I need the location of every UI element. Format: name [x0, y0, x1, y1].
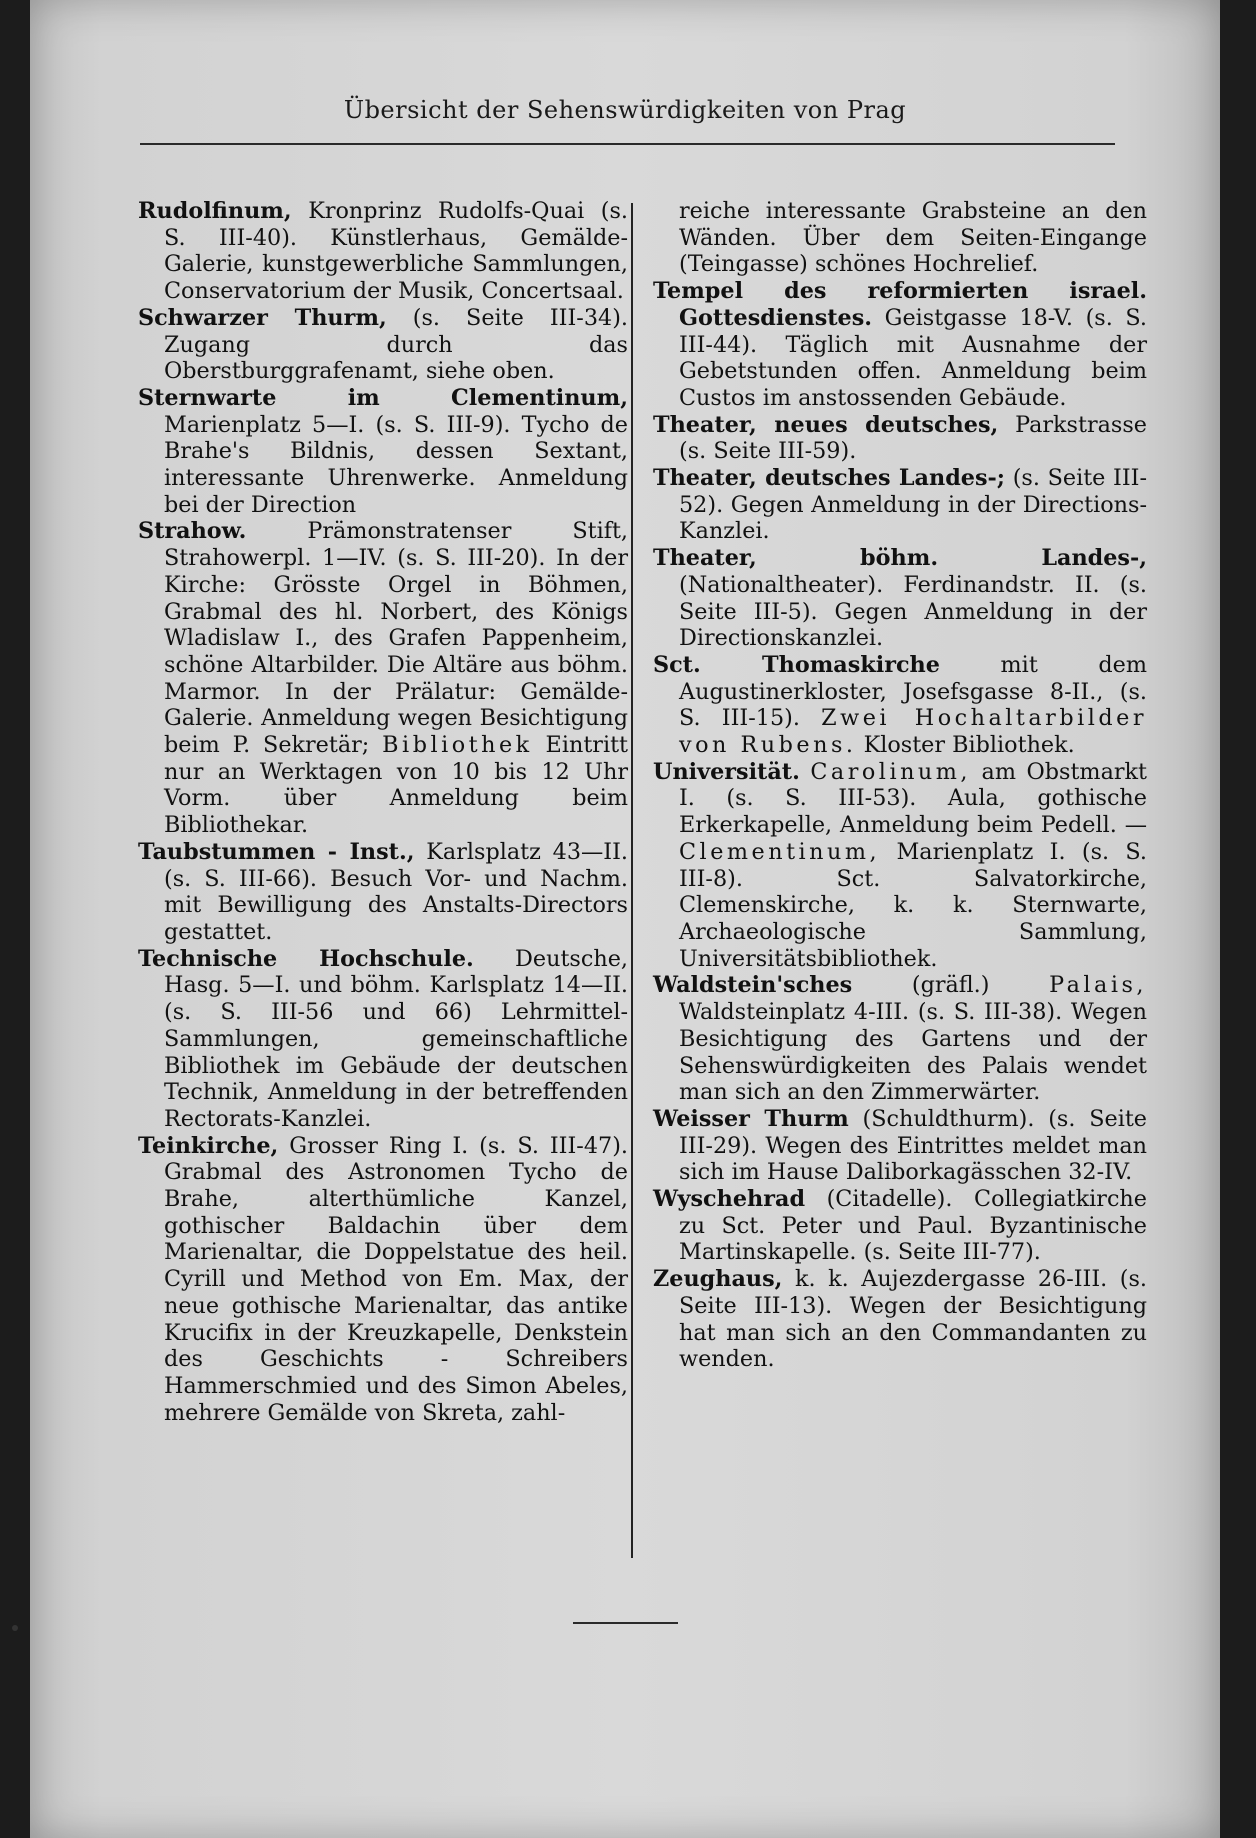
- entry-zeughaus: Zeughaus, k. k. Aujezdergasse 26-III. (s. Seite III-13). Wegen der Besichtigung hat man sich an den Commandanten zu wenden.: [653, 1266, 1147, 1373]
- entry-teinkirche: Teinkirche, Grosser Ring I. (s. S. III-47). Grabmal des Astronomen Tycho de Brahe, alterthümliche Kanzel, gothischer Baldachin über dem Marienaltar, die Doppelstatue des heil. Cyrill und Method von Em. Max, der neue gothische Marienaltar, das antike Krucifix in der Kreuzkapelle, Denkstein des Geschichts - Schreibers Hammerschmied und des Simon Abeles, mehrere Gemälde von Skreta, zahl-: [138, 1132, 628, 1426]
- entry-theater-deutsches-landes: Theater, deutsches Landes-; (s. Seite III-52). Gegen Anmeldung in der Directions-Kanzlei.: [653, 465, 1147, 545]
- entry-thomaskirche: Sct. Thomaskirche mit dem Augustinerkloster, Josefsgasse 8-II., (s. S. III-15). Zwei Hochaltarbilder von Rubens. Kloster Bibliothek.: [653, 651, 1147, 759]
- entry-sternwarte: Sternwarte im Clementinum, Marienplatz 5—I. (s. S. III-9). Tycho de Brahe's Bildnis, dessen Sextant, interessante Uhrenwerke. Anmeldung bei der Direction: [138, 384, 628, 518]
- entry-taubstummen: Taubstummen - Inst., Karlsplatz 43—II. (s. S. III-66). Besuch Vor- und Nachm. mit Bewilligung des Anstalts-Directors gestattet.: [138, 838, 629, 945]
- scan-speck: [12, 1625, 18, 1631]
- page-header: Übersicht der Sehenswürdigkeiten von Prag: [343, 96, 907, 124]
- entry-weisser-thurm: Weisser Thurm (Schuldthurm). (s. Seite III-29). Wegen des Eintrittes meldet man sich im Hause Daliborkagässchen 32-IV.: [653, 1105, 1147, 1186]
- right-column: [653, 198, 1147, 1373]
- column-divider: [631, 203, 633, 1558]
- entry-waldstein: Waldstein'sches (gräfl.) Palais, Waldsteinplatz 4-III. (s. S. III-38). Wegen Besichtigung des Gartens und der Sehenswürdigkeiten des Palais wendet man sich an den Zimmerwärter.: [653, 972, 1147, 1106]
- book-page: [30, 0, 1220, 1838]
- entry-rudolfinum: Rudolfinum, Kronprinz Rudolfs-Quai (s. S. III-40). Künstlerhaus, Gemälde-Galerie, kunstgewerbliche Sammlungen, Conservatorium der Musik, Concertsaal.: [138, 198, 628, 305]
- header-rule: [140, 143, 1115, 145]
- entry-wyschehrad: Wyschehrad (Citadelle). Collegiatkirche zu Sct. Peter und Paul. Byzantinische Martinskapelle. (s. Seite III-77).: [653, 1186, 1147, 1266]
- left-column: [138, 198, 628, 1426]
- entry-strahow: Strahow. Prämonstratenser Stift, Strahowerpl. 1—IV. (s. S. III-20). In der Kirche: Grösste Orgel in Böhmen, Grabmal des hl. Norbert, des Königs Wladislaw I., des Grafen Pappenheim, schöne Altarbilder. Die Altäre aus böhm. Marmor. In der Prälatur: Gemälde-Galerie. Anmeldung wegen Besichtigung beim P. Sekretär; Bibliothek Eintritt nur an Werktagen von 10 bis 12 Uhr Vorm. über Anmeldung beim Bibliothekar.: [138, 518, 628, 839]
- entry-theater-neues-deutsches: Theater, neues deutsches, Parkstrasse (s. Seite III-59).: [653, 411, 1147, 465]
- entry-schwarzer-thurm: Schwarzer Thurm, (s. Seite III-34). Zugang durch das Oberstburggrafenamt, siehe oben.: [138, 304, 628, 385]
- footer-rule: [573, 1622, 678, 1624]
- entry-tempel: Tempel des reformierten israel. Gottesdienstes. Geistgasse 18-V. (s. S. III-44). Täglich mit Ausnahme der Gebetstunden offen. Anmeldung beim Custos im anstossenden Gebäude.: [653, 278, 1147, 411]
- entry-theater-boehm: Theater, böhm. Landes-, (Nationaltheater). Ferdinandstr. II. (s. Seite III-5). Gegen Anmeldung in der Directionskanzlei.: [653, 545, 1147, 652]
- entry-teinkirche-continued: reiche interessante Grabsteine an den Wänden. Über dem Seiten-Eingange (Teingasse) schönes Hochrelief.: [679, 198, 1147, 278]
- entry-technische-hochschule: Technische Hochschule. Deutsche, Hasg. 5—I. und böhm. Karlsplatz 14—II. (s. S. III-56 und 66) Lehrmittel- Sammlungen, gemeinschaftliche Bibliothek im Gebäude der deutschen Technik, Anmeldung in der betreffenden Rectorats-Kanzlei.: [138, 945, 628, 1132]
- entry-universitaet: Universität. Carolinum, am Obstmarkt I. (s. S. III-53). Aula, gothische Erkerkapelle, Anmeldung beim Pedell. — Clementinum, Marienplatz I. (s. S. III-8). Sct. Salvatorkirche, Clemenskirche, k. k. Sternwarte, Archaeologische Sammlung, Universitätsbibliothek.: [653, 758, 1147, 972]
